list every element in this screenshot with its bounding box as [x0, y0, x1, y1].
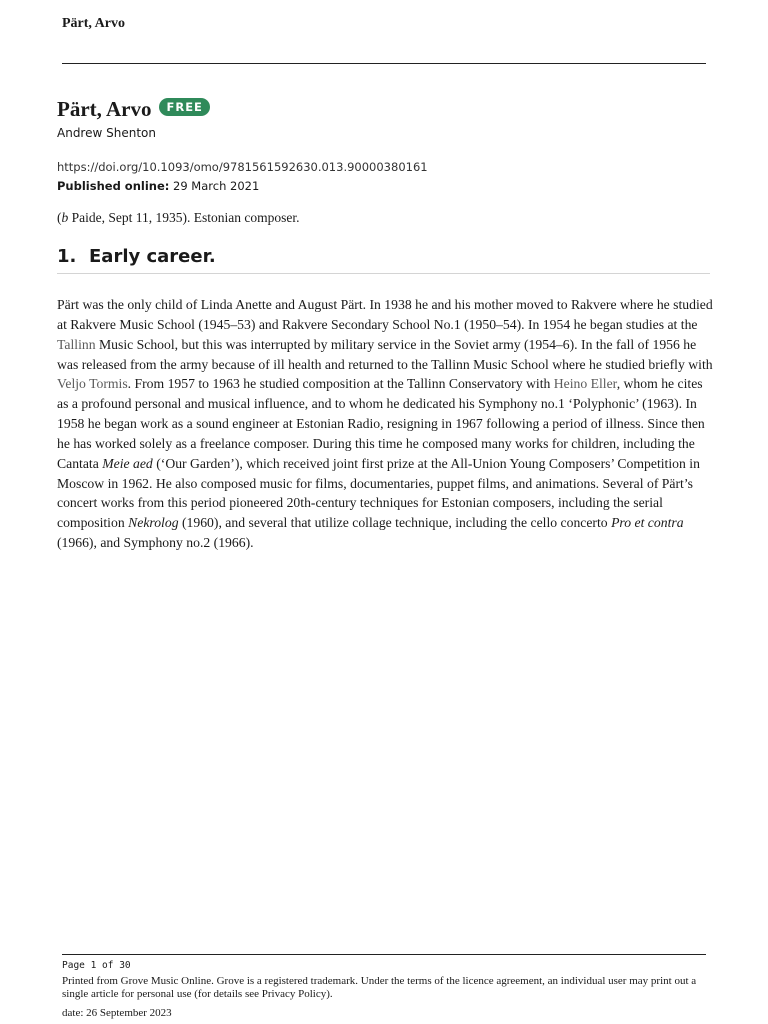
- print-date: date: 26 September 2023: [62, 1007, 172, 1019]
- body-text-1: Pärt was the only child of Linda Anette and August Pärt. In 1938 he and his mother moved to Rakvere where he studied at Rakvere Music School (1945–53) and Rakvere Secondary School No.1 (1950–54). In 1954 he began studies at the: [57, 297, 713, 332]
- free-badge: FREE: [159, 98, 209, 116]
- body-text-5: (‘Our Garden’), which received joint first prize at the All-Union Young Composers’ Competition in Moscow in 1962. He also composed music for films, documentaries, puppet films, and animations. Several of Pärt’s concert works from this period pioneered 20th-century techniques for Estonian composers, including the serial composition: [57, 455, 700, 531]
- published-date: 29 March 2021: [173, 179, 260, 193]
- work-title-nekrolog: Nekrolog: [128, 515, 179, 531]
- header-divider: [62, 63, 706, 64]
- doi-link[interactable]: https://doi.org/10.1093/omo/9781561592630.013.90000380161: [57, 160, 428, 174]
- footer-divider: [62, 954, 706, 955]
- lede-open: (: [57, 210, 62, 225]
- author-name[interactable]: Andrew Shenton: [57, 126, 156, 140]
- link-heino-eller[interactable]: Heino Eller: [553, 376, 617, 392]
- body-text-3: . From 1957 to 1963 he studied composition at the Tallinn Conservatory with: [127, 376, 554, 392]
- published-online: [57, 179, 259, 193]
- body-paragraph: [57, 295, 713, 553]
- section-heading: [57, 246, 710, 274]
- page-number: Page 1 of 30: [62, 960, 131, 971]
- body-text-7: (1966), and Symphony no.2 (1966).: [57, 535, 254, 551]
- work-title-meie-aed: Meie aed: [102, 455, 153, 471]
- link-tallinn[interactable]: Tallinn: [57, 336, 96, 352]
- print-notice: Printed from Grove Music Online. Grove is a registered trademark. Under the terms of the licence agreement, an individual user may print out a single article for personal use (for details see Privacy Policy).: [62, 975, 697, 1000]
- lede-born-abbrev: b: [61, 210, 69, 225]
- link-veljo-tormis[interactable]: Veljo Tormis: [57, 376, 128, 392]
- article-title-row: [57, 97, 210, 122]
- section-title: Early career.: [89, 246, 216, 267]
- body-text-2: Music School, but this was interrupted by military service in the Soviet army (1954–6). In the fall of 1956 he was released from the army because of ill health and returned to the Tallinn Music School where he studied briefly with: [57, 336, 713, 372]
- published-label: Published online:: [57, 179, 170, 193]
- work-title-pro-et-contra: Pro et contra: [611, 515, 684, 531]
- running-head: Pärt, Arvo: [62, 16, 125, 31]
- article-title: Pärt, Arvo: [57, 97, 152, 121]
- body-text-4: , whom he cites as a profound personal and musical influence, and to whom he dedicated his Symphony no.1 ‘Polyphonic’ (1963). In 1958 he began work as a sound engineer at Estonian Radio, resigning in 1967 following a period of illness. Since then he has worked solely as a freelance composer. During this time he composed many works for children, including the Cantata: [57, 376, 705, 471]
- body-text-6: (1960), and several that utilize collage technique, including the cello concerto: [178, 515, 612, 531]
- article-lede: [57, 210, 299, 226]
- section-number: 1.: [57, 246, 77, 267]
- lede-text: Paide, Sept 11, 1935). Estonian composer.: [68, 210, 300, 225]
